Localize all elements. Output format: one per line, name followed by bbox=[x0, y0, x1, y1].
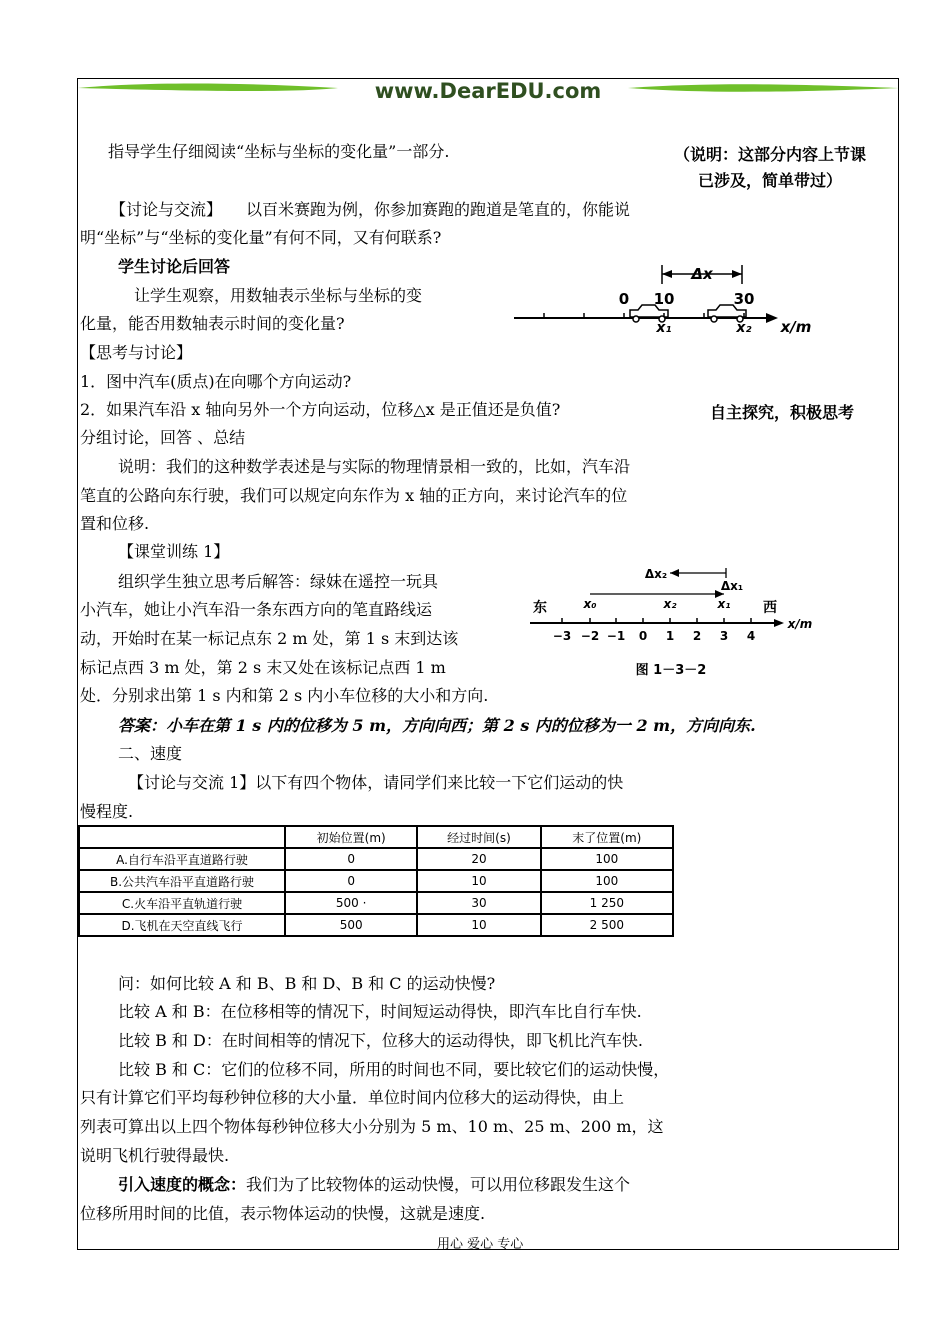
section-label: 学生讨论后回答 bbox=[118, 257, 231, 276]
x2-label: x₂ bbox=[736, 320, 752, 336]
text-line: 位移所用时间的比值，表示物体运动的快慢，这就是速度. bbox=[80, 1204, 486, 1223]
table-cell: 2 500 bbox=[541, 914, 673, 936]
text-line: 说明飞机行驶得最快. bbox=[80, 1146, 230, 1165]
text-line bbox=[118, 1171, 630, 1199]
table-cell: 500 · bbox=[285, 892, 417, 914]
tick-label: 1 bbox=[665, 629, 675, 643]
section-heading: 二、速度 bbox=[118, 744, 183, 763]
banner-swoosh-left bbox=[78, 84, 338, 92]
logo-text: www.DearEDU.com bbox=[374, 79, 602, 103]
tick-label-30: 30 bbox=[733, 290, 755, 308]
header-banner bbox=[78, 78, 899, 108]
text-line: 【讨论与交流 1】以下有四个物体，请同学们来比较一下它们运动的快 bbox=[128, 773, 624, 792]
concept-text: 我们为了比较物体的运动快慢，可以用位移跟发生这个 bbox=[246, 1175, 631, 1194]
text-line: 比较 B 和 C：它们的位移不同，所用的时间也不同，要比较它们的运动快慢， bbox=[118, 1060, 670, 1079]
table-cell: 0 bbox=[285, 848, 417, 870]
text-line: 分组讨论，回答 、总结 bbox=[80, 428, 246, 447]
text-line: 处．分别求出第 1 s 内和第 2 s 内小车位移的大小和方向. bbox=[80, 686, 489, 705]
side-note: 自主探究，积极思考 bbox=[710, 403, 855, 422]
tick-label: −2 bbox=[580, 629, 600, 643]
text-line: 慢程度. bbox=[80, 802, 134, 821]
dx-label: Δx bbox=[691, 265, 713, 283]
dx-arrow-right bbox=[732, 270, 742, 278]
motion-comparison-table bbox=[78, 825, 674, 937]
east-label: 东 bbox=[533, 600, 547, 616]
table-row bbox=[79, 892, 673, 914]
x2-label: x₂ bbox=[663, 597, 677, 611]
axis-label: x/m bbox=[787, 617, 813, 631]
tick-label: 3 bbox=[719, 629, 729, 643]
page-footer: 用心 爱心 专心 bbox=[437, 1237, 524, 1252]
tick-label-10: 10 bbox=[653, 290, 675, 308]
axis-label: x/m bbox=[780, 318, 812, 336]
banner-swoosh-right bbox=[628, 84, 899, 92]
table-header-cell: 经过时间(s) bbox=[417, 826, 540, 848]
text-line: 列表可算出以上四个物体每秒钟位移大小分别为 5 m、10 m、25 m、200 m，这 bbox=[80, 1117, 664, 1136]
table-header-cell bbox=[79, 826, 285, 848]
figure-number-line-cars bbox=[512, 262, 822, 340]
table-cell: B.公共汽车沿平直道路行驶 bbox=[79, 870, 285, 892]
x1-label: x₁ bbox=[656, 320, 672, 336]
text-line: 置和位移. bbox=[80, 514, 150, 533]
table-cell: 10 bbox=[417, 870, 540, 892]
text-line: 小汽车，她让小汽车沿一条东西方向的笔直路线运 bbox=[80, 600, 433, 619]
table-cell: 0 bbox=[285, 870, 417, 892]
tick-label: −1 bbox=[606, 629, 626, 643]
table-cell: 500 bbox=[285, 914, 417, 936]
table-cell: 30 bbox=[417, 892, 540, 914]
dx1-label: Δx₁ bbox=[720, 579, 744, 593]
tick-labels bbox=[553, 629, 755, 643]
axis-arrow bbox=[774, 619, 784, 627]
table-header-cell: 末了位置(m) bbox=[541, 826, 673, 848]
dx2-arrow-head bbox=[670, 569, 679, 577]
table-cell: 100 bbox=[541, 848, 673, 870]
text-line: 指导学生仔细阅读“坐标与坐标的变化量”一部分. bbox=[108, 142, 450, 161]
tick-label: −3 bbox=[552, 629, 572, 643]
dx-arrow-left bbox=[662, 270, 672, 278]
tick-label: 2 bbox=[692, 629, 702, 643]
table-cell: 100 bbox=[541, 870, 673, 892]
table-cell: 10 bbox=[417, 914, 540, 936]
dx2-label: Δx₂ bbox=[644, 567, 668, 581]
section-label: 【课堂训练 1】 bbox=[118, 542, 230, 561]
text-line: 说明：我们的这种数学表述是与实际的物理情景相一致的，比如，汽车沿 bbox=[118, 457, 631, 476]
text-line: 笔直的公路向东行驶，我们可以规定向东作为 x 轴的正方向，来讨论汽车的位 bbox=[80, 486, 628, 505]
answer-line: 答案：小车在第 1 s 内的位移为 5 m，方向向西；第 2 s 内的位移为一 2 m，方向向东. bbox=[118, 716, 756, 735]
table-cell: 20 bbox=[417, 848, 540, 870]
table-cell: D.飞机在天空直线飞行 bbox=[79, 914, 285, 936]
tick-label-0: 0 bbox=[618, 290, 630, 308]
table-row bbox=[79, 848, 673, 870]
axis-arrow bbox=[766, 313, 778, 323]
table-header-cell: 初始位置(m) bbox=[285, 826, 417, 848]
text-line: 比较 B 和 D：在时间相等的情况下，位移大的运动得快，即飞机比汽车快. bbox=[118, 1031, 643, 1050]
concept-label: 引入速度的概念： bbox=[118, 1175, 247, 1194]
west-label: 西 bbox=[763, 600, 777, 616]
tick-label: 0 bbox=[638, 629, 648, 643]
question-2: 2．如果汽车沿 x 轴向另外一个方向运动，位移△x 是正值还是负值? bbox=[80, 400, 561, 419]
side-note: （说明：这部分内容上节课 bbox=[674, 145, 867, 164]
text-line: 让学生观察，用数轴表示坐标与坐标的变 bbox=[134, 286, 423, 305]
text-line: 只有计算它们平均每秒钟位移的大小量．单位时间内位移大的运动得快，由上 bbox=[80, 1088, 625, 1107]
table-cell: A.自行车沿平直道路行驶 bbox=[79, 848, 285, 870]
table-row bbox=[79, 914, 673, 936]
figure-caption: 图 1－3－2 bbox=[635, 663, 707, 678]
text-line: 【讨论与交流】 以百米赛跑为例，你参加赛跑的跑道是笔直的，你能说 bbox=[110, 200, 631, 219]
x1-label: x₁ bbox=[717, 597, 731, 611]
question-1: 1．图中汽车(质点)在向哪个方向运动? bbox=[80, 372, 352, 391]
question-line: 问：如何比较 A 和 B、B 和 D、B 和 C 的运动快慢? bbox=[118, 974, 496, 993]
text-line: 动，开始时在某一标记点东 2 m 处，第 1 s 末到达该 bbox=[80, 629, 459, 648]
text-line: 明“坐标”与“坐标的变化量”有何不同，又有何联系? bbox=[80, 228, 442, 247]
x0-label: x₀ bbox=[583, 597, 597, 611]
table-row bbox=[79, 870, 673, 892]
tick-label: 4 bbox=[746, 629, 756, 643]
figure-1-3-2 bbox=[528, 562, 822, 680]
text-line: 比较 A 和 B：在位移相等的情况下，时间短运动得快，即汽车比自行车快. bbox=[118, 1002, 642, 1021]
side-note: 已涉及，简单带过） bbox=[698, 171, 843, 190]
text-line: 组织学生独立思考后解答：绿妹在遥控一玩具 bbox=[118, 572, 439, 591]
text-line: 化量，能否用数轴表示时间的变化量? bbox=[80, 314, 345, 333]
section-label: 【思考与讨论】 bbox=[80, 343, 193, 362]
table-header-row bbox=[79, 826, 673, 848]
table-cell: 1 250 bbox=[541, 892, 673, 914]
text-line: 标记点西 3 m 处，第 2 s 末又处在该标记点西 1 m bbox=[80, 658, 446, 677]
table-cell: C.火车沿平直轨道行驶 bbox=[79, 892, 285, 914]
